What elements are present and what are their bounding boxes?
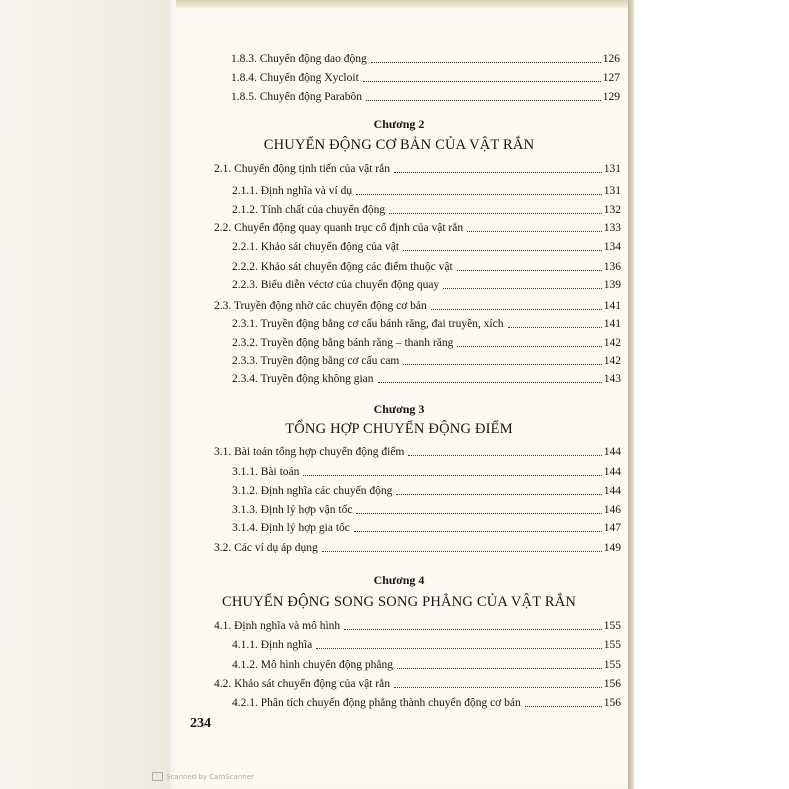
toc-entry [214,673,621,691]
scanner-watermark [152,772,254,781]
toc-entry-title: 2.1.2. Tính chất của chuyển động [232,204,386,216]
scanner-logo-icon [152,772,163,781]
toc-entry-title: 4.1.2. Mô hình chuyển động phẳng [232,659,393,671]
toc-entry [232,634,621,652]
toc-entry-page: 156 [603,697,621,709]
toc-entry-page: 133 [603,222,621,234]
toc-entry-title: 3.1.3. Định lý hợp vận tốc [232,504,353,516]
toc-entry [214,615,621,633]
toc-entry [214,441,621,459]
dot-leader [394,172,602,173]
toc-entry-title: 3.1.4. Định lý hợp gia tốc [232,522,350,534]
toc-entry-title: 3.1. Bài toán tổng hợp chuyển động điểm [214,446,405,458]
toc-entry-title: 2.2.1. Khảo sát chuyển động của vật [232,241,400,253]
dot-leader [378,382,602,383]
dot-leader [457,270,602,271]
toc-entry-page: 144 [603,466,621,478]
toc-entry [214,217,621,235]
chapter-label: Chương 2 [373,117,425,131]
toc-entry [232,692,621,710]
toc-entry-page: 141 [603,318,621,330]
toc-entry [232,517,621,535]
toc-entry-page: 155 [603,620,621,632]
toc-entry-page: 131 [603,185,621,197]
toc-entry [232,499,621,517]
toc-entry-title: 2.3.2. Truyền động bằng bánh răng – thanh răng [232,337,454,349]
toc-entry-page: 142 [603,355,621,367]
toc-entry-page: 132 [603,204,621,216]
dot-leader [371,62,601,63]
toc-entry [214,295,621,313]
dot-leader [316,648,602,649]
background-right [634,0,789,789]
toc-entry-page: 144 [603,446,621,458]
dot-leader [354,531,602,532]
toc-entry-title: 4.1. Định nghĩa và mô hình [214,620,341,632]
toc-entry [232,274,621,292]
chapter-title: CHUYỂN ĐỘNG CƠ BẢN CỦA VẬT RẮN [263,137,535,153]
toc-entry-page: 131 [603,163,621,175]
toc-entry [232,313,621,331]
toc-entry-page: 139 [603,279,621,291]
toc-entry-title: 4.2. Khảo sát chuyển động của vật rắn [214,678,390,690]
toc-entry [231,86,620,104]
toc-entry [232,199,621,217]
toc-entry-page: 129 [602,91,620,103]
dot-leader [403,364,601,365]
toc-entry [232,236,621,254]
toc-entry-title: 1.8.4. Chuyển động Xycloit [231,72,359,84]
toc-entry-page: 136 [603,261,621,273]
dot-leader [508,327,602,328]
dot-leader [356,513,601,514]
toc-entry [231,48,620,66]
toc-entry-title: 2.1. Chuyển động tịnh tiến của vật rắn [214,163,390,175]
toc-entry-page: 156 [603,678,621,690]
dot-leader [396,494,601,495]
page-top-edge [176,0,628,8]
toc-entry-title: 3.1.2. Định nghĩa các chuyển động [232,485,393,497]
toc-entry-title: 2.3. Truyền động nhờ các chuyển động cơ bản [214,300,427,312]
toc-entry-title: 2.2.3. Biểu diễn véctơ của chuyển động quay [232,279,440,291]
toc-entry-page: 144 [603,485,621,497]
dot-leader [525,706,602,707]
dot-leader [363,81,601,82]
dot-leader [408,455,601,456]
toc-entry-title: 4.2.1. Phân tích chuyển động phẳng thành chuyển động cơ bản [232,697,521,709]
dot-leader [322,551,602,552]
toc-entry-title: 4.1.1. Định nghĩa [232,639,313,651]
toc-entry [231,67,620,85]
dot-leader [366,100,601,101]
chapter-title: TỔNG HỢP CHUYỂN ĐỘNG ĐIỂM [285,421,513,437]
toc-entry [232,480,621,498]
page-number: 234 [190,716,211,731]
toc-entry-page: 155 [603,639,621,651]
toc-entry-page: 146 [603,504,621,516]
toc-entry-title: 2.2. Chuyển động quay quanh trục cố định của vật rắn [214,222,464,234]
toc-entry [214,158,621,176]
toc-entry [232,350,621,368]
toc-entry-title: 1.8.3. Chuyển động dao động [231,53,367,65]
toc-entry-title: 2.3.3. Truyền động bằng cơ cấu cam [232,355,400,367]
toc-entry-title: 2.3.1. Truyền động bằng cơ cấu bánh răng, đai truyền, xích [232,318,504,330]
dot-leader [356,194,602,195]
toc-entry [232,368,621,386]
dot-leader [389,213,602,214]
dot-leader [457,346,601,347]
toc-entry [232,461,621,479]
toc-entry-title: 3.2. Các ví dụ áp dụng [214,542,318,554]
toc-entry-page: 149 [603,542,621,554]
toc-entry-page: 147 [603,522,621,534]
dot-leader [431,309,602,310]
toc-entry-title: 2.3.4. Truyền động không gian [232,373,374,385]
dot-leader [303,475,601,476]
toc-entry [232,654,621,672]
toc-entry-page: 126 [602,53,620,65]
toc-entry-title: 3.1.1. Bài toán [232,466,300,478]
toc-entry [232,180,621,198]
toc-entry [232,332,621,350]
toc-entry [214,537,621,555]
toc-entry-title: 2.1.1. Định nghĩa và ví dụ [232,185,353,197]
toc-entry-page: 155 [603,659,621,671]
dot-leader [403,250,602,251]
toc-entry-page: 134 [603,241,621,253]
dot-leader [443,288,601,289]
dot-leader [467,231,602,232]
toc-entry-page: 127 [602,72,620,84]
dot-leader [344,629,602,630]
dot-leader [394,687,602,688]
toc-entry [232,256,621,274]
toc-entry-title: 1.8.5. Chuyển động Parabôn [231,91,362,103]
watermark-text: Scanned by CamScanner [166,772,254,781]
toc-entry-page: 142 [603,337,621,349]
background-left [0,0,170,789]
chapter-title: CHUYỂN ĐỘNG SONG SONG PHẲNG CỦA VẬT RẮN [221,594,577,610]
chapter-label: Chương 3 [373,402,425,416]
dot-leader [397,668,602,669]
toc-entry-page: 141 [603,300,621,312]
toc-entry-page: 143 [603,373,621,385]
toc-entry-title: 2.2.2. Khảo sát chuyển động các điểm thuộc vật [232,261,453,273]
chapter-label: Chương 4 [373,573,425,587]
